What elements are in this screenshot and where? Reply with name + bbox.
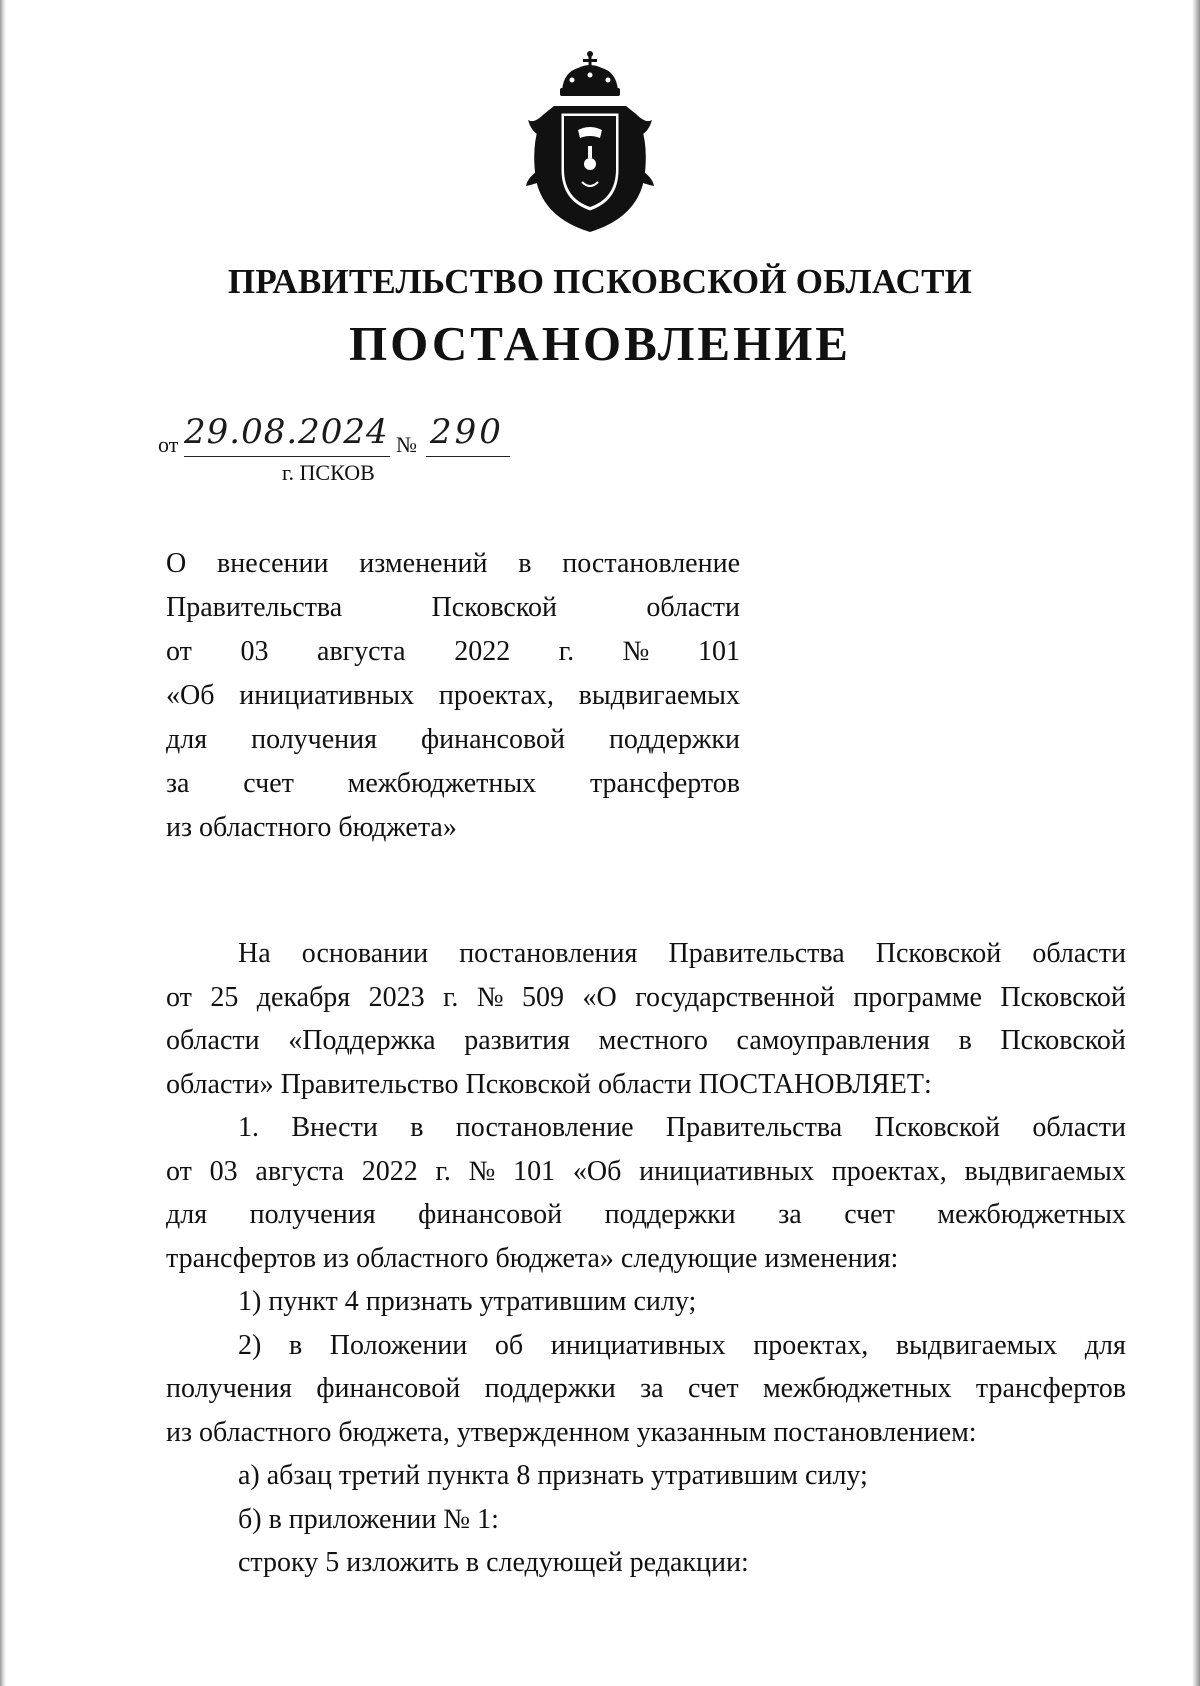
- subject-line: [166, 630, 740, 674]
- body-word: области» Правительство Псковской области ПОСТАНОВЛЯЕТ:: [166, 1068, 932, 1100]
- scan-edge-left: [0, 0, 6, 1686]
- body-word: трансфертов из областного бюджета» следующие изменения:: [166, 1242, 899, 1274]
- subject-line: [166, 718, 740, 762]
- body-word: государственной: [635, 981, 835, 1013]
- subject-word: августа: [317, 636, 406, 667]
- body-line: [166, 1454, 1126, 1498]
- number-prefix: №: [396, 432, 417, 457]
- body-word: «Об: [572, 1155, 622, 1187]
- body-line: [166, 1280, 1126, 1324]
- city-label: г. ПСКОВ: [282, 460, 375, 485]
- body-word: а) абзац третий пункта 8 признать утратившим силу;: [238, 1460, 868, 1491]
- body-word: 1) пункт 4 признать утратившим силу;: [238, 1286, 697, 1317]
- body-line: [166, 932, 1126, 976]
- subject-word: 03: [240, 636, 269, 667]
- subject-word: за: [166, 768, 190, 799]
- body-line: [166, 1106, 1126, 1150]
- subject-word: 101: [697, 636, 740, 667]
- body-word: Псковской: [875, 938, 1002, 969]
- number-underline: [426, 456, 510, 457]
- subject-word: изменений: [359, 548, 488, 579]
- body-word: поддержки: [484, 1373, 616, 1404]
- registration-date: 29.08.2024: [184, 412, 389, 452]
- body-word: счет: [687, 1373, 739, 1404]
- subject-word: проектах,: [438, 680, 554, 711]
- subject-word: от: [166, 636, 192, 667]
- body-word: развития: [464, 1025, 570, 1056]
- body-line: [166, 1063, 1126, 1107]
- subject-word: области: [646, 592, 740, 623]
- date-prefix: от: [158, 432, 179, 457]
- body-word: 1.: [238, 1112, 259, 1143]
- subject-word: внесении: [217, 548, 329, 579]
- scan-edge-right: [1192, 0, 1200, 1686]
- body-line: [166, 1367, 1126, 1411]
- subject-line: [166, 586, 740, 630]
- body-word: счет: [844, 1199, 895, 1230]
- subject-word: г.: [558, 636, 575, 667]
- body-word: из областного бюджета, утвержденном указанным постановлением:: [166, 1416, 977, 1448]
- body-word: 509: [522, 981, 565, 1013]
- body-word: в: [958, 1025, 972, 1056]
- body-word: получения: [249, 1199, 376, 1230]
- body-word: Правительства: [668, 938, 845, 969]
- registration-line: [158, 412, 538, 462]
- body-word: от: [166, 981, 192, 1013]
- body-word: проектах,: [753, 1329, 869, 1361]
- body-word: 2): [238, 1329, 262, 1361]
- subject-word: получения: [251, 724, 378, 755]
- body-word: проектах,: [831, 1155, 947, 1187]
- body-word: 25: [210, 981, 239, 1013]
- date-underline: [184, 456, 390, 457]
- body-word: На: [238, 938, 271, 969]
- subject-word: постановление: [562, 548, 740, 579]
- body-word: «Поддержка: [288, 1025, 436, 1056]
- body-line: [166, 1150, 1126, 1194]
- body-word: г.: [435, 1155, 451, 1187]
- subject-word: из областного бюджета»: [166, 812, 457, 843]
- body-word: трансфертов: [975, 1373, 1126, 1404]
- subject-word: счет: [243, 768, 294, 799]
- government-title: ПРАВИТЕЛЬСТВО ПСКОВСКОЙ ОБЛАСТИ: [227, 262, 973, 301]
- body-word: области: [166, 1025, 260, 1056]
- subject-line: [166, 542, 740, 586]
- document-body: [166, 932, 1126, 1585]
- subject-word: в: [518, 548, 532, 579]
- body-line: [166, 1498, 1126, 1542]
- body-word: выдвигаемых: [895, 1329, 1058, 1361]
- subject-word: О: [166, 548, 187, 579]
- body-word: 101: [513, 1155, 556, 1187]
- body-word: инициативных: [550, 1329, 726, 1361]
- body-word: для: [166, 1199, 208, 1230]
- body-word: программе: [853, 981, 982, 1013]
- body-word: Внести: [291, 1112, 378, 1143]
- body-word: Положении: [329, 1329, 468, 1361]
- subject-word: финансовой: [421, 724, 565, 755]
- body-word: Псковской: [1000, 981, 1126, 1013]
- subject-line: [166, 762, 740, 806]
- body-line: [166, 976, 1126, 1020]
- body-word: 2023: [368, 981, 425, 1013]
- body-word: выдвигаемых: [964, 1155, 1126, 1187]
- body-word: области: [1032, 1112, 1126, 1143]
- body-word: в: [410, 1112, 424, 1143]
- document-subject: [166, 542, 740, 850]
- body-word: постановления: [459, 938, 638, 969]
- subject-line: [166, 674, 740, 718]
- body-word: межбюджетных: [762, 1373, 952, 1404]
- body-word: б) в приложении № 1:: [238, 1503, 499, 1535]
- subject-word: инициативных: [239, 680, 415, 711]
- body-word: об: [494, 1329, 524, 1361]
- body-word: Псковской: [874, 1112, 1000, 1143]
- pskov-coat-of-arms-icon: [522, 50, 658, 235]
- body-word: 03: [209, 1155, 238, 1187]
- body-word: межбюджетных: [937, 1199, 1126, 1230]
- subject-word: «Об: [166, 680, 215, 711]
- subject-word: для: [166, 724, 208, 755]
- body-word: финансовой: [418, 1199, 563, 1230]
- subject-word: межбюджетных: [347, 768, 537, 799]
- subject-word: поддержки: [608, 724, 740, 755]
- subject-word: выдвигаемых: [578, 680, 740, 711]
- body-word: для: [1084, 1329, 1126, 1361]
- body-word: Правительства: [665, 1112, 843, 1143]
- subject-word: Псковской: [431, 592, 558, 623]
- body-word: 2022: [361, 1155, 418, 1187]
- subject-word: трансфертов: [589, 768, 740, 799]
- body-word: строку 5 изложить в следующей редакции:: [238, 1547, 749, 1578]
- subject-word: Правительства: [166, 592, 343, 623]
- body-word: «О: [582, 981, 617, 1013]
- body-line: [166, 1324, 1126, 1368]
- body-word: самоуправления: [736, 1025, 930, 1056]
- body-word: поддержки: [604, 1199, 736, 1230]
- body-word: №: [476, 981, 504, 1013]
- body-word: области: [1032, 938, 1126, 969]
- body-word: августа: [255, 1155, 344, 1187]
- body-word: инициативных: [639, 1155, 814, 1187]
- subject-word: 2022: [454, 636, 511, 667]
- body-word: постановление: [455, 1112, 634, 1143]
- body-word: за: [778, 1199, 802, 1230]
- body-word: декабря: [256, 981, 351, 1013]
- body-line: [166, 1541, 1126, 1585]
- body-line: [166, 1411, 1126, 1455]
- body-line: [166, 1237, 1126, 1281]
- body-line: [166, 1019, 1126, 1063]
- subject-word: №: [622, 636, 650, 667]
- subject-line: [166, 806, 740, 850]
- body-word: Псковской: [1000, 1025, 1126, 1056]
- body-word: основании: [301, 938, 429, 969]
- body-word: в: [288, 1329, 303, 1361]
- document-type: ПОСТАНОВЛЕНИЕ: [349, 316, 851, 371]
- body-word: получения: [166, 1373, 292, 1404]
- body-line: [166, 1193, 1126, 1237]
- body-word: от: [166, 1155, 192, 1187]
- body-word: за: [640, 1373, 664, 1404]
- body-word: финансовой: [316, 1373, 461, 1404]
- body-word: №: [468, 1155, 496, 1187]
- body-word: местного: [598, 1025, 708, 1056]
- body-word: г.: [443, 981, 459, 1013]
- registration-number: 290: [430, 412, 504, 452]
